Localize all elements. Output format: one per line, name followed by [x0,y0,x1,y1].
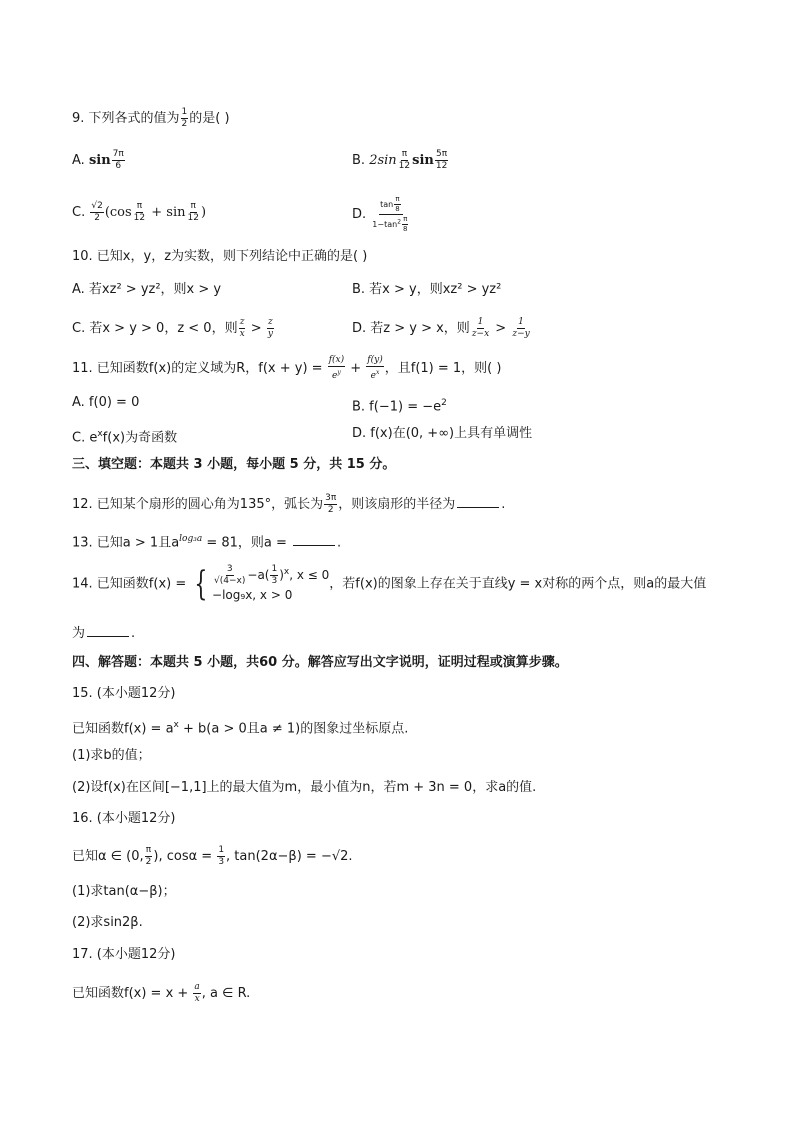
section-3-heading: 三、填空题：本题共 3 小题，每小题 5 分，共 15 分。 [72,457,396,472]
q9-option-b: B. 2sin $\frac{\pi}{12}$ sin $\frac{5\pi}{12}$ [352,149,448,171]
q17-stem: 已知函数f(x) = x + $\frac{a}{x}$ , a ∈ R. [72,982,251,1004]
q16-heading: 16. (本小题12分) [72,811,176,826]
q10-option-d: D. 若z > y > x，则 $\frac{1}{z-x}$ > $\frac{1}{z-y}$ [352,317,530,339]
q16-part-1: (1)求tan(α−β)； [72,884,176,899]
q11-option-c: C. $e^xf(x)$为奇函数 [72,429,178,446]
q9-stem: 9. 下列各式的值为 $\frac{1}{2}$ 的是( ) [72,107,230,129]
q11-stem: 11. 已知函数f(x)的定义域为R，f(x + y) = $\frac{f(x)}{e^y}$ + $\frac{f(y)}{e^x}$ ，且f(1) = 1，则( ) [72,355,502,381]
q15-part-1: (1)求b的值； [72,748,151,763]
q16-part-2: (2)求sin2β. [72,915,143,930]
q12: 12. 已知某个扇形的圆心角为135°，弧长为 $\frac{3\pi}{2}$ ，则该扇形的半径为 . [72,493,506,515]
q12-answer-blank[interactable] [457,495,499,508]
q10-option-c: C. 若x > y > 0，z < 0，则 $\frac{z}{x}$ > $\frac{z}{y}$ [72,317,273,339]
q16-stem: 已知α ∈ (0, $\frac{\pi}{2}$ ), cosα = $\frac{1}{3}$ , tan(2α−β) = −√2. [72,845,353,867]
q17-heading: 17. (本小题12分) [72,947,176,962]
section-4-heading: 四、解答题：本题共 5 小题，共60 分。解答应写出文字说明，证明过程或演算步骤。 [72,655,568,670]
q9-option-d: D. tan $\frac{\pi}{8}$ $1-\tan^2$ $\frac{\pi}{8}$ [352,195,408,233]
q10-option-a: A. 若xz² > yz²，则x > y [72,282,222,297]
q15-heading: 15. (本小题12分) [72,686,176,701]
q13: 13. 已知a > 1且$a^{log_3a} = 81$，则a = . [72,534,342,551]
piecewise-cases: $\frac{3}{√(4-x)}$ −a( $\frac{1}{3}$ )$^x$, x ≤ 0 −log₉x, x > 0 [212,564,330,602]
q15-stem: 已知函数$f(x) = a^x + b(a > 0$且a ≠ 1)的图象过坐标原点. [72,720,409,737]
q11-option-d: D. f(x)在(0, +∞)上具有单调性 [352,426,533,441]
piecewise-brace: { [194,564,208,604]
q14: 14. 已知函数f(x) = { $\frac{3}{√(4-x)}$ −a( $\frac{1}{3}$ )$^x$, x ≤ 0 −log₉x, x > 0 ，若f(x)的图象上存在关于直线y = x对称的两个点，则a的最大值 [72,564,707,604]
q10-option-b: B. 若x > y，则xz² > yz² [352,282,502,297]
q14-cont: 为 . [72,626,136,641]
q11-option-b: B. $f(-1) = -e^2$ [352,398,447,415]
q11-option-a: A. f(0) = 0 [72,395,140,410]
q10-stem: 10. 已知x，y，z为实数，则下列结论中正确的是( ) [72,249,368,264]
q14-answer-blank[interactable] [87,624,129,637]
q15-part-2: (2)设f(x)在区间[−1,1]上的最大值为m，最小值为n，若m + 3n = 0，求a的值. [72,780,537,795]
q9-option-c: C. $\frac{√2}{2}$ (cos $\frac{\pi}{12}$ + sin $\frac{\pi}{12}$ ) [72,201,207,223]
q13-answer-blank[interactable] [293,533,335,546]
q9-option-a: A. sin $\frac{7\pi}{6}$ [72,149,124,171]
